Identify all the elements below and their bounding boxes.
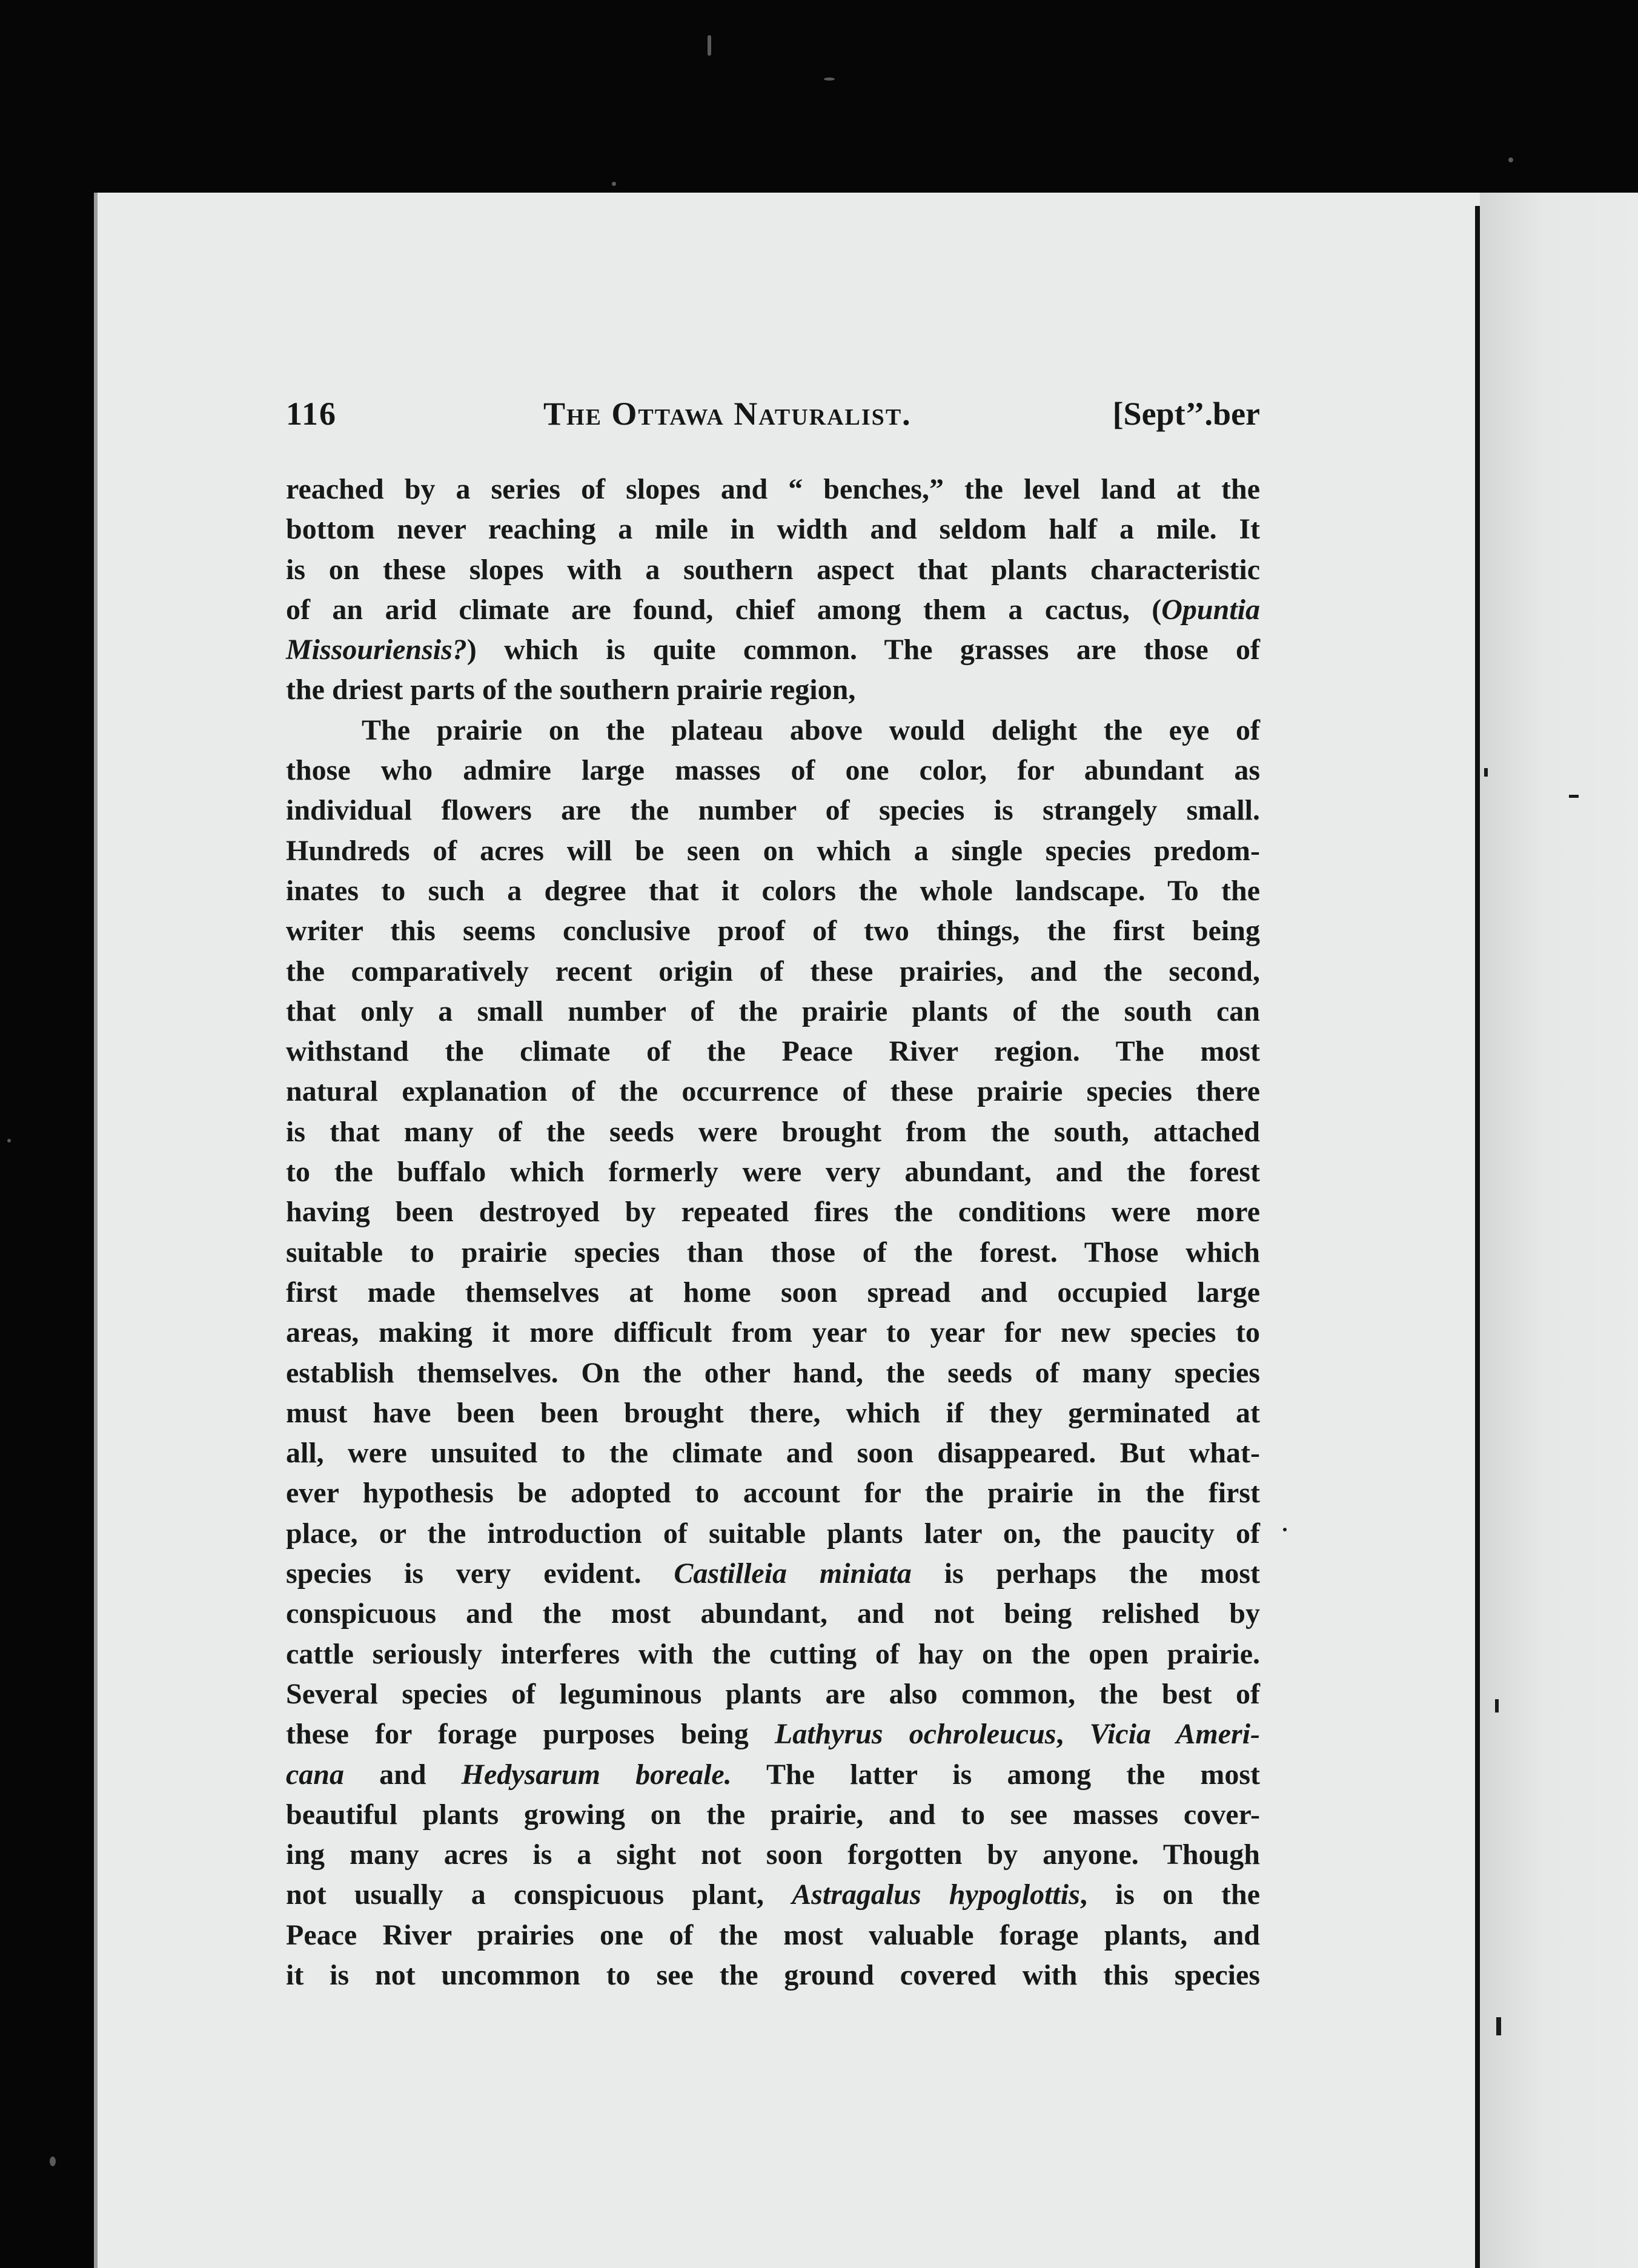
text-run: first made themselves at home soon spread and occupied large	[286, 1276, 1260, 1308]
dust-speck	[824, 78, 835, 81]
page-number: 116	[286, 396, 337, 432]
text-line	[286, 1353, 1260, 1393]
text-line	[286, 1674, 1260, 1714]
text-run: , is on the	[1079, 1878, 1261, 1911]
text-line	[286, 831, 1260, 871]
text-run: to the buffalo which formerly were very abundant, and the forest	[286, 1156, 1260, 1189]
text-run: all, were unsuited to the climate and soon disappeared. But what-	[286, 1437, 1260, 1470]
text-line	[286, 1915, 1260, 1955]
text-line	[286, 791, 1260, 831]
italic-species-name: Opuntia	[1161, 593, 1260, 626]
text-line	[286, 1955, 1260, 1995]
text-run: The prairie on the plateau above would delight the eye of	[362, 714, 1260, 746]
running-header	[286, 395, 1260, 443]
body-text	[286, 469, 1260, 1995]
text-run: bottom never reaching a mile in width and seldom half a mile. It	[286, 513, 1260, 546]
dust-speck	[612, 182, 616, 186]
text-line	[286, 1032, 1260, 1072]
text-line	[286, 1514, 1260, 1554]
text-run: place, or the introduction of suitable plants later on, the paucity of	[286, 1517, 1260, 1550]
journal-title: The Ottawa Naturalist.	[543, 396, 912, 432]
text-run: those who admire large masses of one color, for abundant as	[286, 754, 1260, 787]
text-run: reached by a series of slopes and “ benches,” the level land at the	[286, 473, 1260, 505]
text-run: beautiful plants growing on the prairie, and to see masses cover-	[286, 1798, 1260, 1831]
text-run: Peace River prairies one of the most valuable forage plants, and	[286, 1918, 1260, 1951]
text-line	[286, 1755, 1260, 1795]
text-run: ) which is quite common. The grasses are those of	[466, 634, 1260, 666]
text-line	[286, 469, 1260, 509]
italic-species-name: cana	[286, 1758, 344, 1791]
italic-species-name: Castilleia miniata	[674, 1557, 912, 1590]
italic-species-name: Vicia Ameri-	[1089, 1718, 1261, 1751]
text-line	[286, 1313, 1260, 1353]
text-line	[286, 711, 1260, 751]
dust-speck	[50, 2157, 56, 2166]
text-run: natural explanation of the occurrence of these prairie species there	[286, 1075, 1260, 1108]
text-run: is perhaps the most	[911, 1557, 1261, 1590]
text-run: of an arid climate are found, chief among them a cactus, (	[286, 593, 1162, 626]
text-line	[286, 871, 1260, 911]
text-run: not usually a conspicuous plant,	[286, 1878, 792, 1911]
text-line	[286, 1714, 1260, 1754]
text-run: is on these slopes with a southern aspect that plants characteristic	[286, 553, 1260, 586]
italic-species-name: Missouriensis?	[286, 634, 467, 666]
text-line	[286, 1233, 1260, 1273]
text-run: writer this seems conclusive proof of two things, the first being	[286, 915, 1260, 947]
italic-species-name: Astragalus hypoglottis	[792, 1878, 1080, 1911]
text-run: ever hypothesis be adopted to account for the prairie in the first	[286, 1477, 1260, 1510]
text-line	[286, 1152, 1260, 1192]
text-line	[286, 1072, 1260, 1112]
text-run: and	[344, 1758, 462, 1791]
text-line	[286, 590, 1260, 630]
text-run: Hundreds of acres will be seen on which a single species predom-	[286, 834, 1260, 867]
text-run: withstand the climate of the Peace River region. The most	[286, 1035, 1260, 1068]
text-run: Several species of leguminous plants are also common, the best of	[286, 1677, 1260, 1710]
text-run: areas, making it more difficult from year to year for new species to	[286, 1316, 1260, 1349]
dust-speck	[708, 35, 711, 56]
text-line	[286, 1192, 1260, 1232]
text-line	[286, 1433, 1260, 1473]
facing-page-edge	[1475, 206, 1480, 2268]
text-run: is that many of the seeds were brought from the south, attached	[286, 1115, 1260, 1148]
edge-mark	[1496, 2017, 1501, 2035]
text-run: must have been been brought there, which if they germinated at	[286, 1396, 1260, 1429]
text-line	[286, 911, 1260, 951]
text-run: cattle seriously interferes with the cutting of hay on the open prairie.	[286, 1637, 1260, 1670]
issue-month: [Sept’’.ber	[1112, 396, 1260, 432]
text-line	[286, 1875, 1260, 1915]
text-run: these for forage purposes being	[286, 1718, 775, 1751]
text-run: ing many acres is a sight not soon forgotten by anyone. Though	[286, 1839, 1260, 1871]
text-run: the comparatively recent origin of these prairies, and the second,	[286, 955, 1260, 987]
text-line	[286, 751, 1260, 791]
text-line	[286, 1112, 1260, 1152]
text-line	[286, 1795, 1260, 1835]
italic-species-name: Lathyrus ochroleucus	[774, 1718, 1056, 1751]
text-line	[286, 550, 1260, 590]
text-run: having been destroyed by repeated fires the conditions were more	[286, 1196, 1260, 1228]
text-line	[286, 1835, 1260, 1875]
text-line	[286, 992, 1260, 1032]
text-run: species is very evident.	[286, 1557, 674, 1590]
edge-mark	[1495, 1699, 1499, 1713]
text-run: The latter is among the most	[731, 1758, 1260, 1791]
edge-mark	[1484, 768, 1488, 777]
text-line	[286, 1393, 1260, 1433]
italic-species-name: Hedysarum boreale.	[461, 1758, 732, 1791]
text-line	[286, 1273, 1260, 1313]
dust-speck	[7, 1139, 11, 1142]
edge-mark	[1569, 795, 1579, 798]
text-run: ,	[1056, 1718, 1090, 1751]
text-line	[286, 630, 1260, 670]
text-line	[286, 952, 1260, 992]
text-run: establish themselves. On the other hand, the seeds of many species	[286, 1356, 1260, 1389]
page-gutter-shadow	[1480, 193, 1638, 2268]
text-run: individual flowers are the number of species is strangely small.	[286, 794, 1260, 827]
text-run: inates to such a degree that it colors the whole landscape. To the	[286, 874, 1260, 907]
text-line	[286, 670, 1260, 710]
text-run: it is not uncommon to see the ground covered with this species	[286, 1958, 1260, 1991]
edge-mark	[1283, 1528, 1287, 1531]
text-run: conspicuous and the most abundant, and not being relished by	[286, 1597, 1260, 1630]
text-run: that only a small number of the prairie plants of the south can	[286, 995, 1260, 1027]
dust-speck	[1508, 158, 1513, 162]
text-line	[286, 1634, 1260, 1674]
text-run: suitable to prairie species than those of the forest. Those which	[286, 1236, 1260, 1268]
text-run: the driest parts of the southern prairie region,	[286, 674, 856, 706]
text-line	[286, 509, 1260, 549]
text-line	[286, 1473, 1260, 1513]
text-line	[286, 1594, 1260, 1634]
text-line	[286, 1554, 1260, 1594]
